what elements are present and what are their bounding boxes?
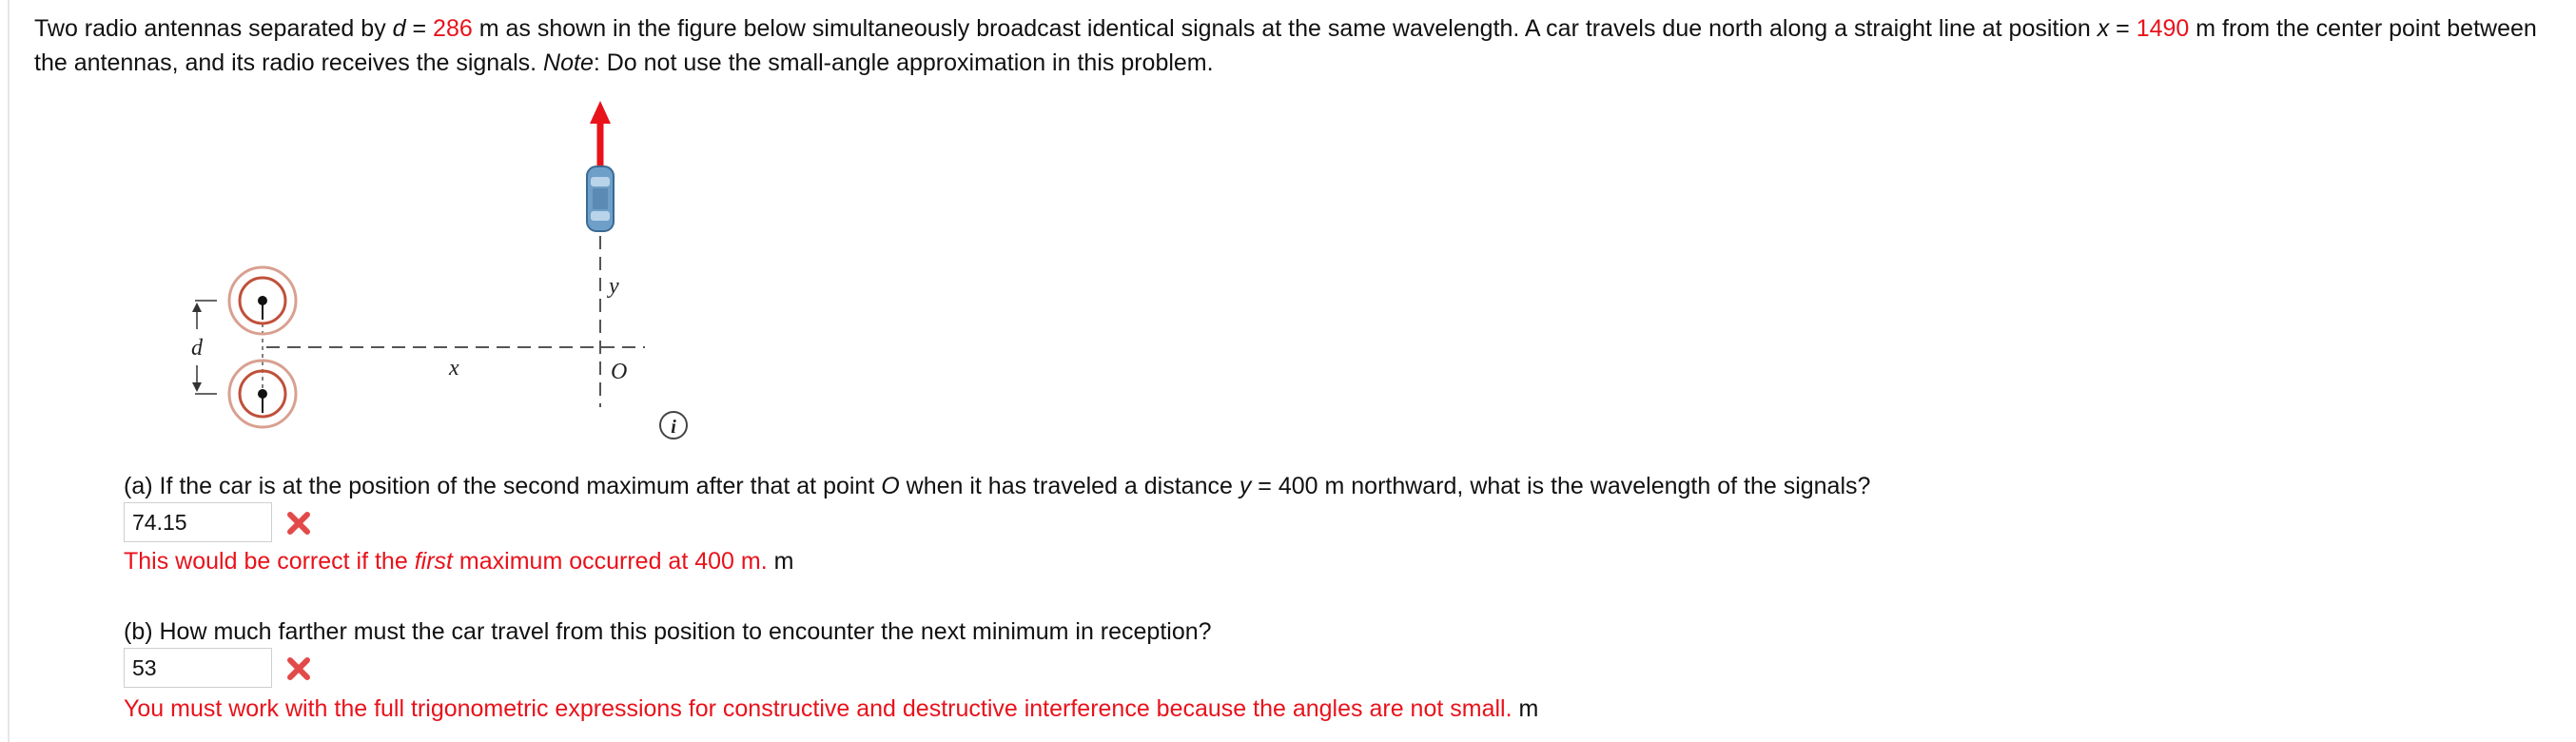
note-text: : Do not use the small-angle approximation in this problem.: [593, 49, 1214, 76]
antenna-top-icon: [229, 267, 296, 334]
intro-text-3: m from the center point between the antennas, and its radio receives the signals.: [34, 15, 2537, 76]
question-a-text-3: = 400 m northward, what is the wavelength of the signals?: [1251, 473, 1871, 499]
figure-svg: [171, 93, 704, 445]
question-a-text-2: when it has traveled a distance: [899, 473, 1239, 499]
car-icon: [587, 166, 614, 231]
feedback-a-text-2: maximum occurred at 400 m.: [452, 548, 768, 575]
problem-statement: [34, 11, 2546, 80]
feedback-a-first: first: [414, 548, 453, 575]
answer-input-b[interactable]: 53: [124, 648, 272, 688]
incorrect-icon: [283, 508, 314, 538]
feedback-b-text: You must work with the full trigonometric expressions for constructive and destructive interference because the angles are not small.: [124, 695, 1512, 722]
x-variable: x: [2097, 15, 2110, 42]
feedback-b: [124, 693, 1538, 724]
intro-text-2: m as shown in the figure below simultaneously broadcast identical signals at the same wavelength. A car travels due north along a straight line at position: [472, 15, 2098, 42]
info-icon[interactable]: [660, 412, 687, 439]
d-value: 286: [433, 15, 473, 42]
feedback-a: [124, 546, 793, 576]
question-a-o: O: [881, 473, 900, 499]
incorrect-icon: [283, 654, 314, 684]
feedback-a-text-1: This would be correct if the: [124, 548, 415, 575]
question-a-text-1: (a) If the car is at the position of the second maximum after that at point: [124, 473, 882, 499]
equals-sign: =: [405, 15, 434, 42]
equals-sign: =: [2109, 15, 2137, 42]
label-x: x: [449, 356, 459, 381]
unit-b: m: [1512, 695, 1539, 722]
unit-a: m: [767, 548, 794, 575]
label-d: d: [191, 336, 203, 361]
question-a: [124, 471, 1870, 501]
direction-arrow: [590, 101, 611, 167]
x-value: 1490: [2136, 15, 2190, 42]
answer-input-a[interactable]: 74.15: [124, 502, 272, 542]
left-border: [8, 0, 10, 742]
info-symbol: i: [671, 417, 676, 438]
label-y: y: [609, 274, 619, 299]
d-variable: d: [392, 15, 406, 42]
note-label: Note: [543, 49, 594, 76]
antenna-figure: [171, 93, 704, 445]
question-b-text: (b) How much farther must the car travel from this position to encounter the next minimum in reception?: [124, 618, 1212, 645]
antenna-bottom-icon: [229, 361, 296, 427]
question-b: [124, 616, 1212, 647]
question-a-y: y: [1239, 473, 1252, 499]
label-o: O: [611, 360, 628, 384]
intro-text-1: Two radio antennas separated by: [34, 15, 393, 42]
